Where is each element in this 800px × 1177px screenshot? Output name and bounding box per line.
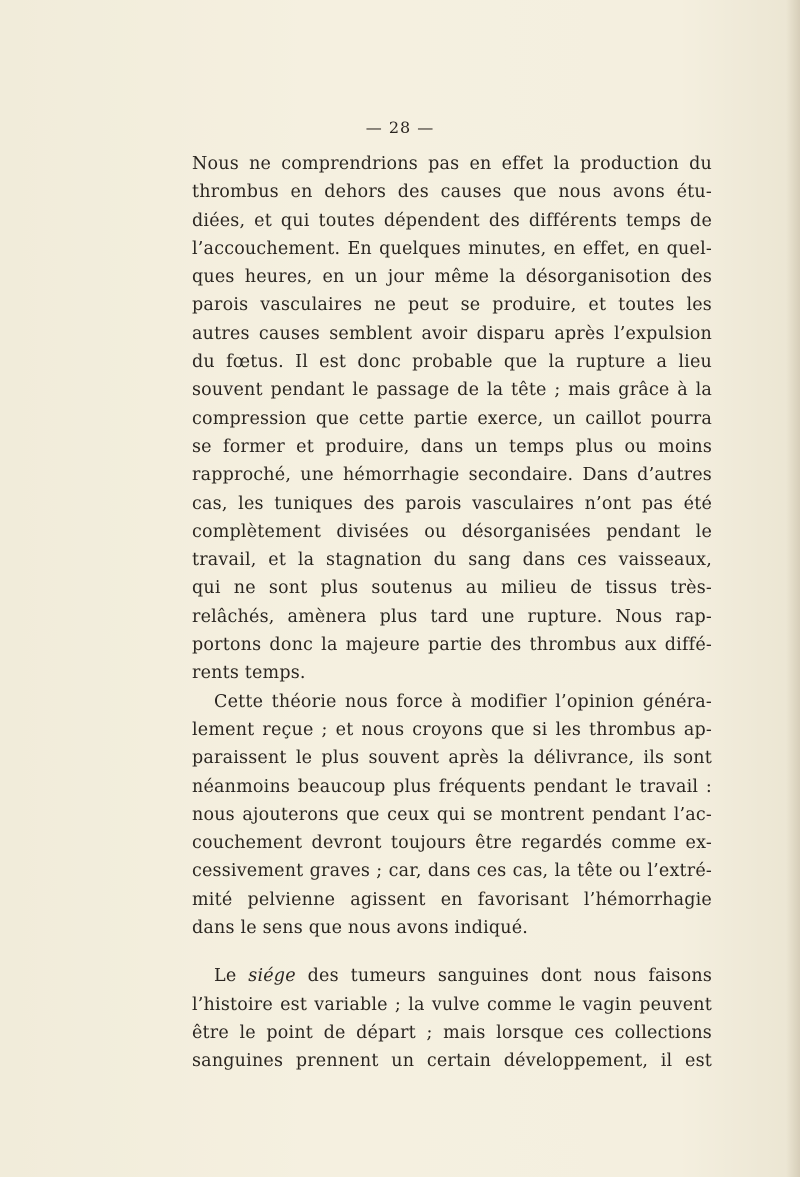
text-line: parois vasculaires ne peut se produire, et toutes les (192, 295, 712, 316)
text-line: cas, les tuniques des parois vasculaires n’ont pas été (192, 493, 712, 514)
text-line: qui ne sont plus soutenus au milieu de tissus très- (192, 578, 712, 599)
text-line: portons donc la majeure partie des thrombus aux diffé- (192, 635, 712, 656)
text-line: du fœtus. Il est donc probable que la rupture a lieu (192, 352, 712, 373)
text-line: Nous ne comprendrions pas en effet la production du (192, 154, 712, 174)
body-text (192, 150, 712, 1076)
paragraph-1 (192, 150, 712, 688)
text-line: rapproché, une hémorrhagie secondaire. Dans d’autres (192, 465, 712, 486)
text-line: l’accouchement. En quelques minutes, en effet, en quel- (192, 238, 712, 259)
text-line: ques heures, en un jour même la désorganisotion des (192, 267, 712, 288)
paragraph-2 (192, 688, 712, 943)
paragraph-gap (192, 942, 712, 962)
text-line: travail, et la stagnation du sang dans ces vaisseaux, (192, 550, 712, 571)
text-line: compression que cette partie exerce, un caillot pourra (192, 408, 712, 429)
text-line: être le point de départ ; mais lorsque ces collections (192, 1022, 712, 1043)
text-line: souvent pendant le passage de la tête ; mais grâce à la (192, 380, 712, 401)
page-number: — 28 — (365, 118, 435, 137)
text-line: couchement devront toujours être regardés comme ex- (192, 833, 712, 854)
text-line (192, 962, 712, 990)
text-line: cessivement graves ; car, dans ces cas, la tête ou l’extré- (192, 861, 712, 882)
text-line: complètement divisées ou désorganisées pendant le (192, 521, 712, 542)
text-line: dans le sens que nous avons indiqué. (192, 918, 529, 939)
text-line: rents temps. (192, 663, 306, 684)
text-line: nous ajouterons que ceux qui se montrent pendant l’ac- (192, 804, 712, 825)
italic-term: siége (248, 966, 296, 987)
text-line: mité pelvienne agissent en favorisant l’hémorrhagie (192, 889, 712, 910)
text-line: sanguines prennent un certain développement, il est (192, 1051, 712, 1072)
text-line: Cette théorie nous force à modifier l’opinion généra- (214, 691, 712, 712)
page-edge-shadow (786, 0, 800, 1177)
text-line: se former et produire, dans un temps plus ou moins (192, 436, 712, 457)
text-line: relâchés, amènera plus tard une rupture. Nous rap- (192, 606, 712, 627)
text-run: des tumeurs sanguines dont nous faisons (295, 966, 712, 987)
paragraph-3 (192, 962, 712, 1075)
text-run: Le (214, 966, 249, 987)
text-line: diées, et qui toutes dépendent des différents temps de (192, 210, 712, 231)
text-line: néanmoins beaucoup plus fréquents pendant le travail : (192, 776, 712, 797)
text-line: thrombus en dehors des causes que nous avons étu- (192, 182, 712, 203)
text-line: paraissent le plus souvent après la délivrance, ils sont (192, 748, 712, 769)
text-line: l’histoire est variable ; la vulve comme le vagin peuvent (192, 994, 712, 1015)
text-line: lement reçue ; et nous croyons que si les thrombus ap- (192, 719, 712, 740)
text-line: autres causes semblent avoir disparu après l’expulsion (192, 323, 712, 344)
